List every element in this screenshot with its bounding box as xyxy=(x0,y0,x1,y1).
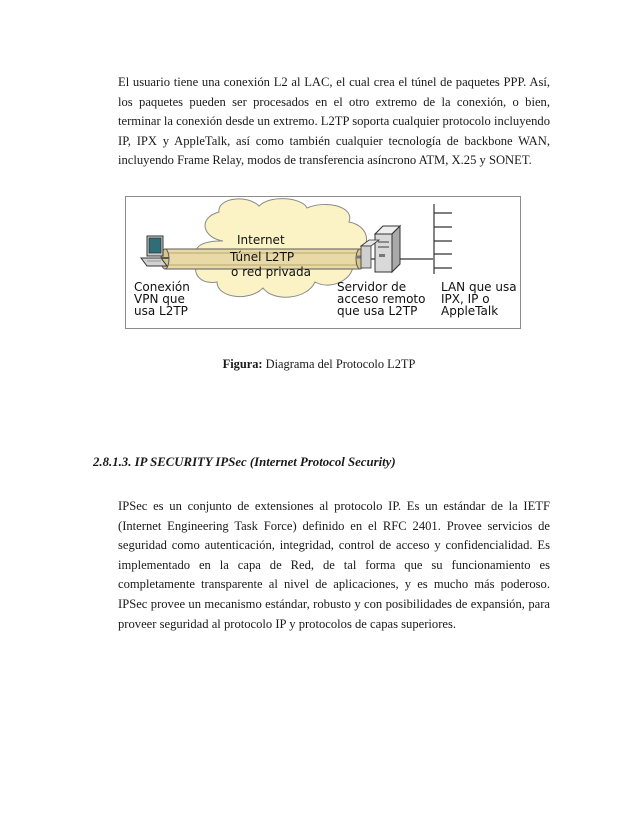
client-label-line-3: usa L2TP xyxy=(134,304,188,318)
cloud-label-network: o red privada xyxy=(231,265,311,279)
figure-caption-text: Diagrama del Protocolo L2TP xyxy=(262,357,416,371)
cloud-label-tunnel: Túnel L2TP xyxy=(230,250,295,264)
section-heading: 2.8.1.3. IP SECURITY IPSec (Internet Protocol Security) xyxy=(93,455,396,469)
figure-caption xyxy=(0,357,638,372)
lan-label-line-1: LAN que usa xyxy=(441,280,517,294)
server-label-line-1: Servidor de xyxy=(337,280,407,294)
server-label-line-3: que usa L2TP xyxy=(337,304,418,318)
intro-paragraph: El usuario tiene una conexión L2 al LAC, el cual crea el túnel de paquetes PPP. Así, los paquetes pueden ser procesados en el otro extremo de la conexión, o bien, terminar la conexión desde un extremo. L2TP soporta cualquier protocolo incluyendo IP, IPX y AppleTalk, así como también cualquier tecnología de backbone WAN, incluyendo Frame Relay, modos de transferencia asíncrono ATM, X.25 y SONET. xyxy=(118,75,550,168)
figure-caption-label: Figura: xyxy=(222,357,263,371)
cloud-label-internet: Internet xyxy=(237,233,285,247)
client-label-line-1: Conexión xyxy=(134,280,190,294)
client-label-line-2: VPN que xyxy=(134,292,185,306)
lan-label-line-3: AppleTalk xyxy=(441,304,499,318)
lan-label-line-2: IPX, IP o xyxy=(441,292,490,306)
ipsec-paragraph: IPSec es un conjunto de extensiones al protocolo IP. Es un estándar de la IETF (Internet Engineering Task Force) definido en el RFC 2401. Provee servicios de seguridad como autenticación, integridad, control de acceso y confidencialidad. Es implementado en la capa de Red, de tal forma que su funcionamiento es completamente transparente al nivel de aplicaciones, y es mucho más poderoso. IPSec provee un mecanismo estándar, robusto y con posibilidades de expansión, para proveer seguridad al protocolo IP y protocolos de capas superiores. xyxy=(118,499,550,631)
l2tp-diagram xyxy=(125,196,521,329)
server-label-line-2: acceso remoto xyxy=(337,292,426,306)
